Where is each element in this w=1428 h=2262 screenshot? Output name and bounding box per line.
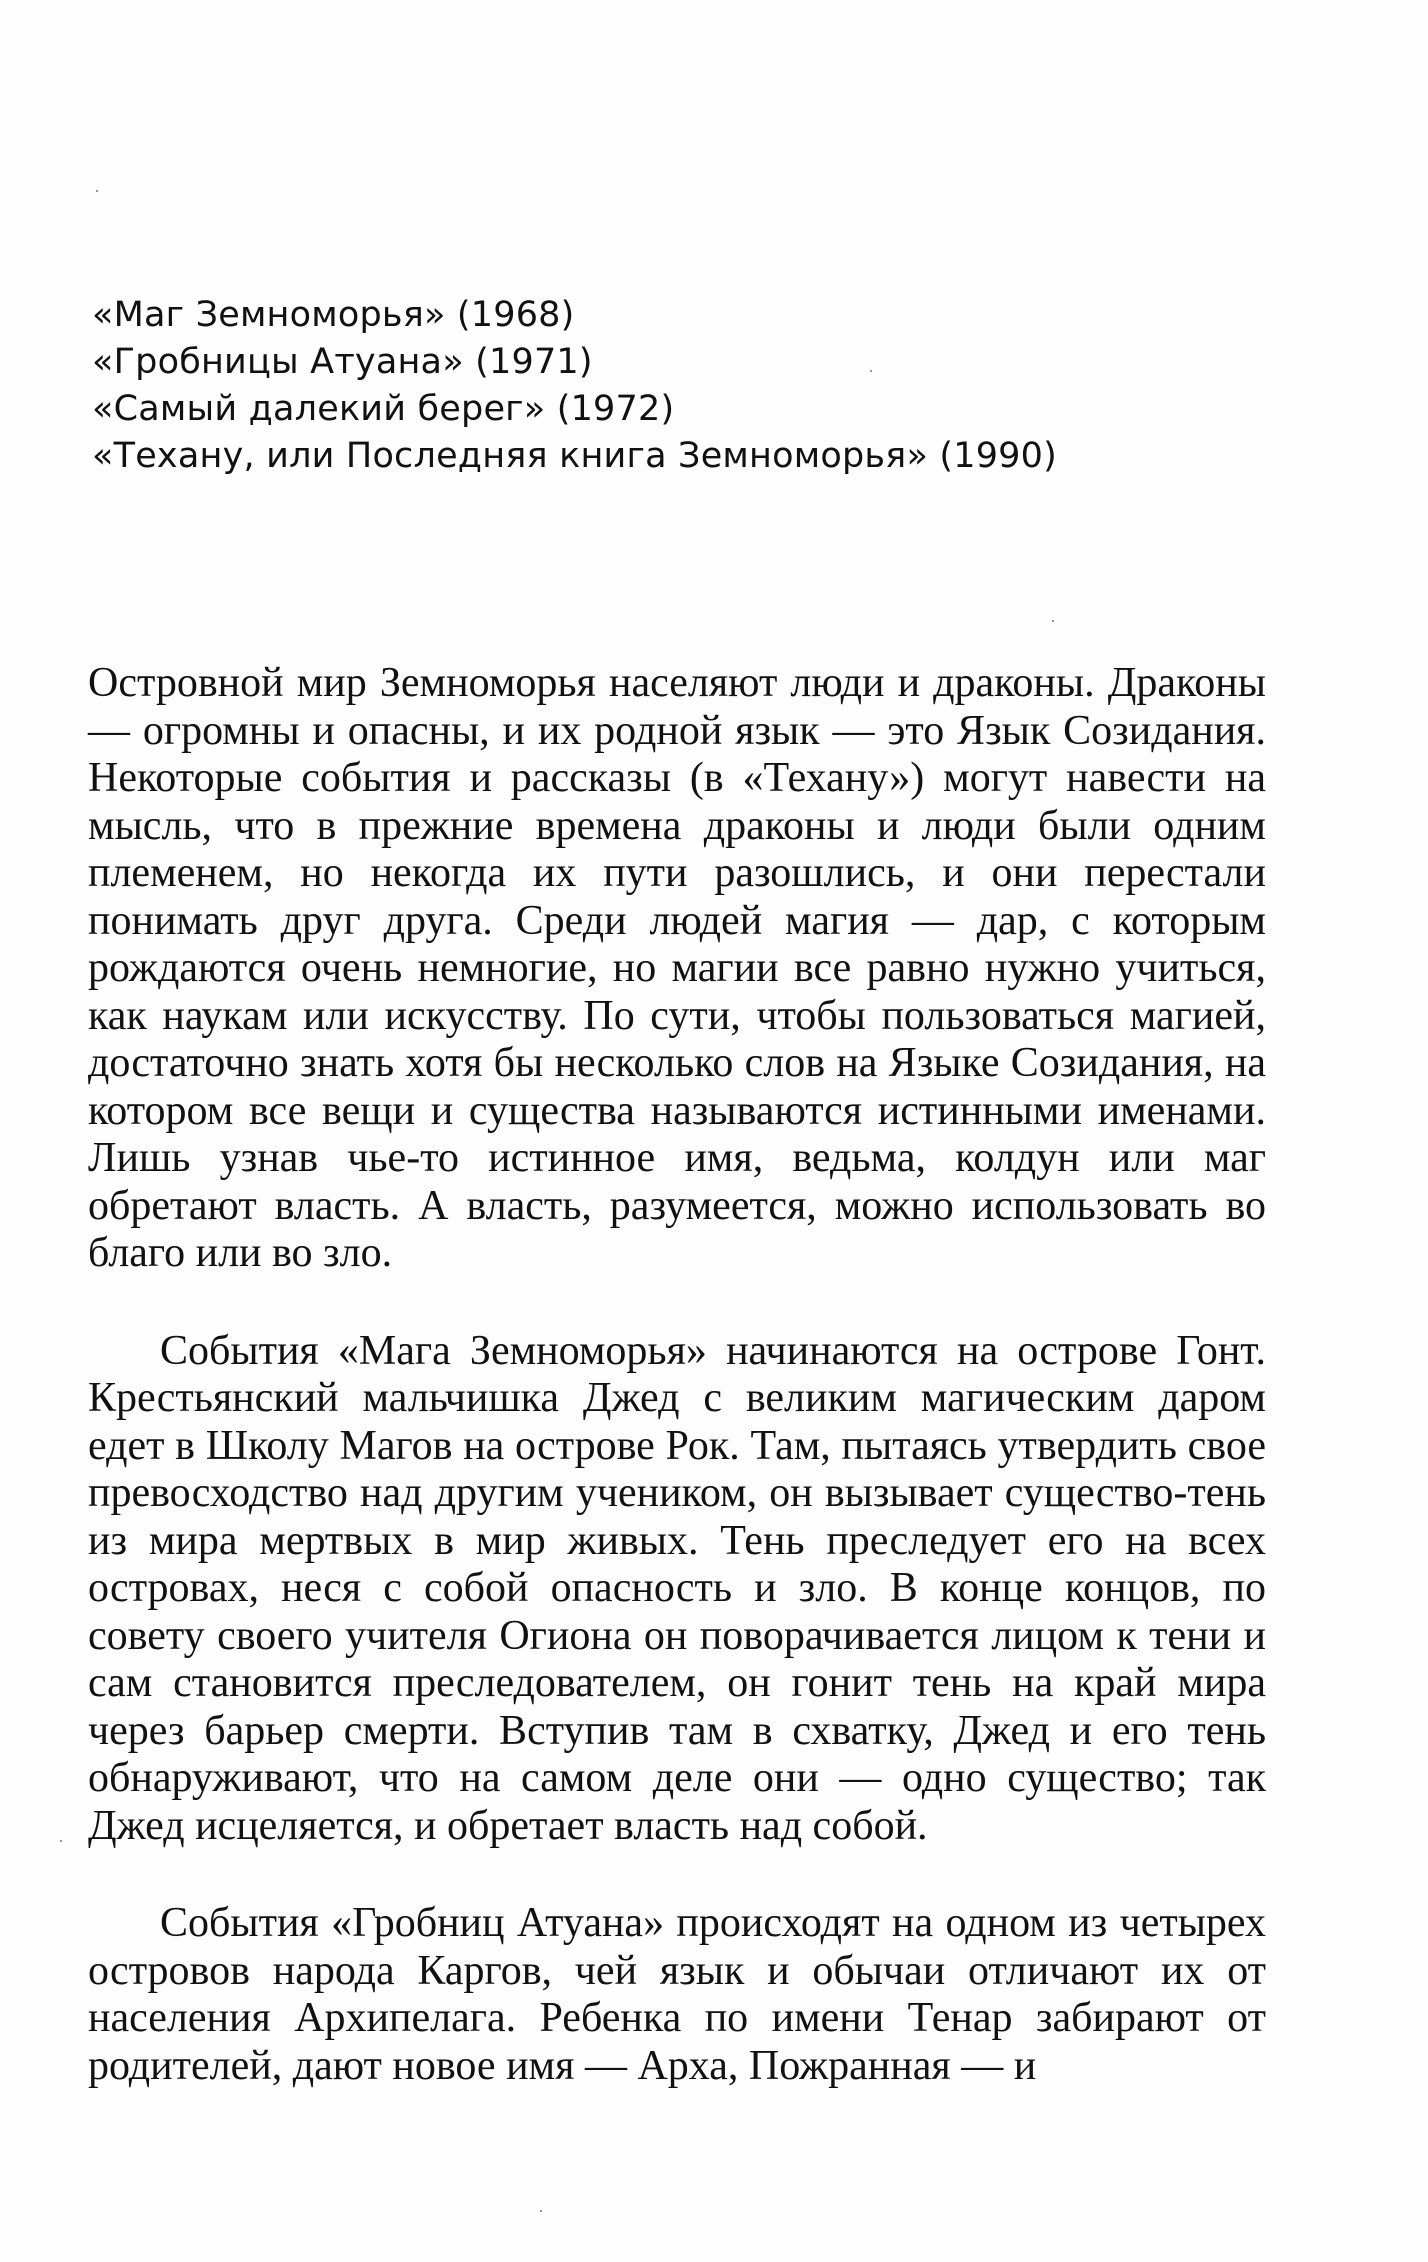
book-title-4: «Техану, или Последняя книга Земноморья» (1990) [92, 436, 1057, 476]
paragraph-spacer [88, 1850, 1266, 1900]
body-text [88, 660, 1266, 2090]
book-title-3: «Самый далекий берег» (1972) [92, 389, 675, 429]
book-list [92, 292, 1292, 480]
paragraph-wizard: События «Мага Земноморья» начинаются на острове Гонт. Крестьянский мальчишка Джед с великим магическим даром едет в Школу Магов на острове Рок. Там, пытаясь утвердить свое превосходство над другим учеником, он вызывает существо-тень из мира мертвых в мир живых. Тень преследует его на всех островах, неся с собой опасность и зло. В конце концов, по совету своего учителя Огиона он поворачивается лицом к тени и сам становится преследователем, он гонит тень на край мира через барьер смерти. Вступив там в схватку, Джед и его тень обнаруживают, что на самом деле они — одно существо; так Джед исцеляется, и обретает власть над собой. [88, 1327, 1266, 1849]
paragraph-intro: Островной мир Земноморья населяют люди и драконы. Драконы — огромны и опасны, и их родной язык — это Язык Созидания. Некоторые события и рассказы (в «Техану») могут навести на мысль, что в прежние времена драконы и люди были одним племенем, но некогда их пути разошлись, и они перестали понимать друг друга. Среди людей магия — дар, с которым рождаются очень немногие, но магии все равно нужно учиться, как наукам или искусству. По сути, чтобы пользоваться магией, достаточно знать хотя бы несколько слов на Языке Созидания, на котором все вещи и существа называются истинными именами. Лишь узнав чье-то истинное имя, ведьма, колдун или маг обретают власть. А власть, разумеется, можно использовать во благо или во зло. [88, 660, 1266, 1276]
scan-speck [540, 2210, 542, 2212]
scan-speck [1052, 620, 1054, 622]
paragraph-spacer [88, 1278, 1266, 1328]
scan-speck [60, 1840, 62, 1842]
book-title-2: «Гробницы Атуана» (1971) [92, 342, 593, 382]
paragraph-tombs: События «Гробниц Атуана» происходят на одном из четырех островов народа Каргов, чей язык и обычаи отличают их от населения Архипелага. Ребенка по имени Тенар забирают от родителей, дают новое имя — Арха, Пожранная — и [88, 1900, 1266, 2089]
book-title-1: «Маг Земноморья» (1968) [92, 295, 575, 335]
scan-speck [96, 190, 98, 192]
scan-speck [870, 370, 872, 372]
